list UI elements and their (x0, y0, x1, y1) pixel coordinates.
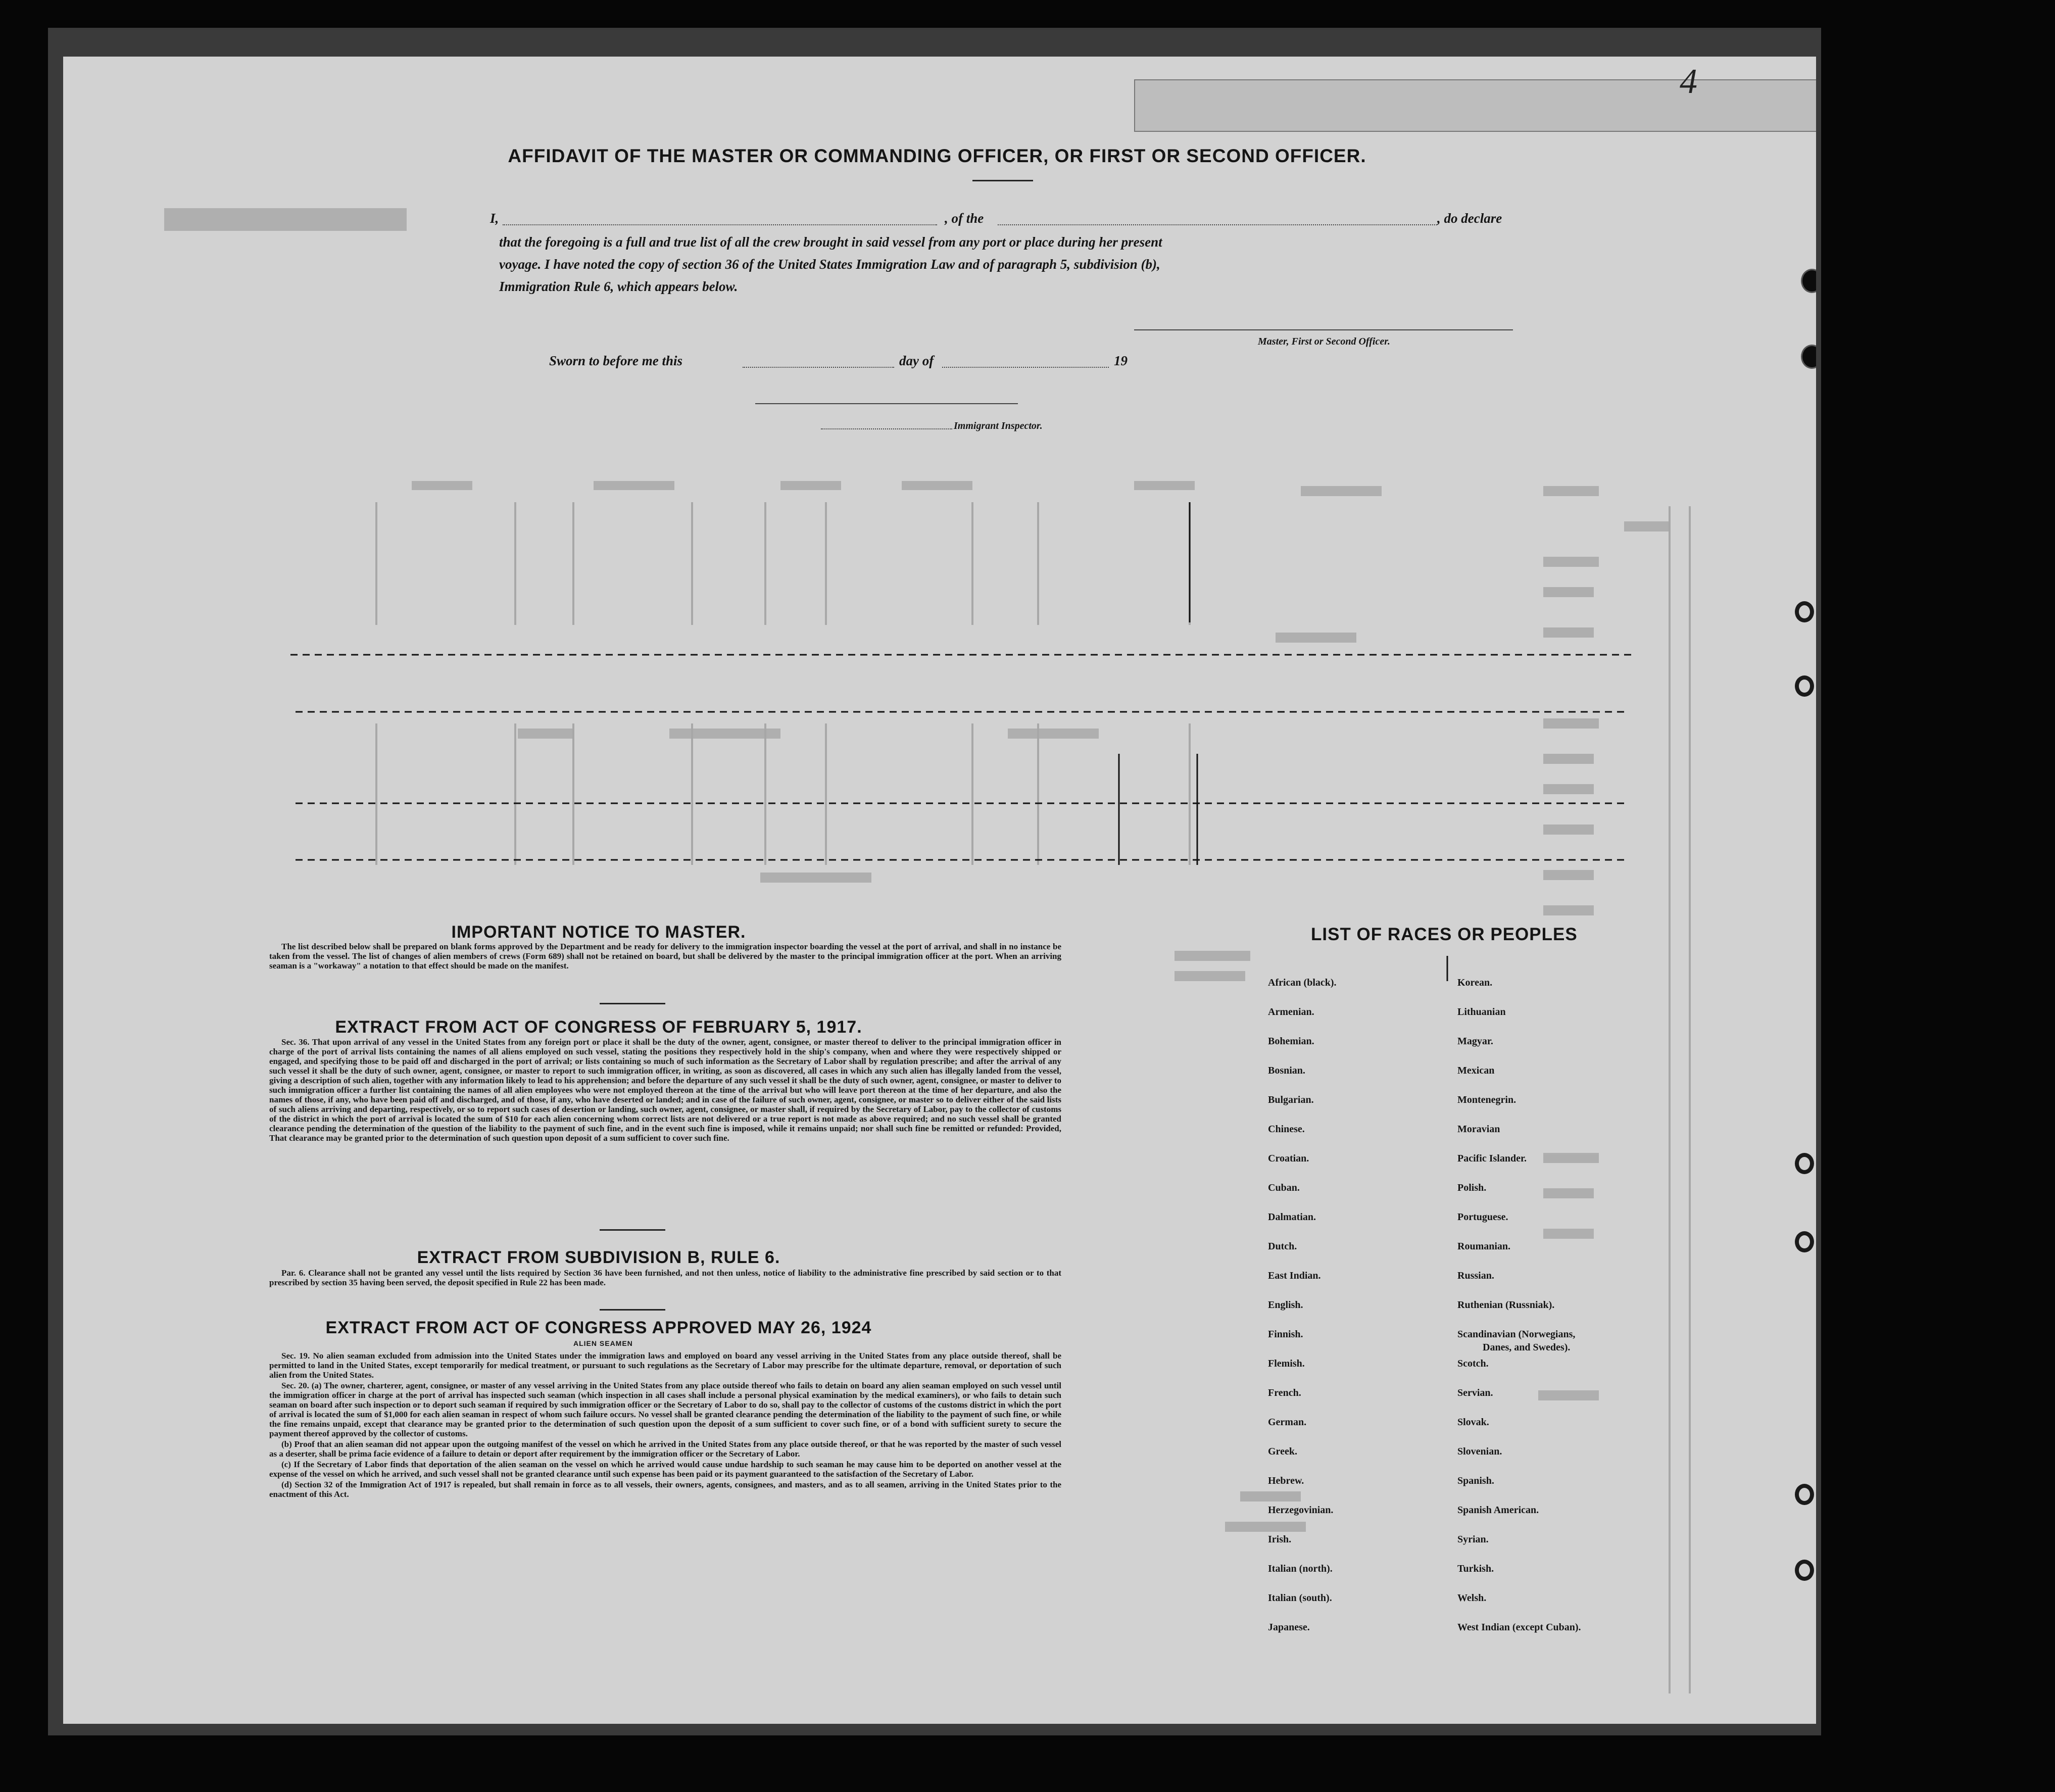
binding-hole (1795, 1560, 1814, 1581)
affidavit-line-2: that the foregoing is a full and true list of all the crew brought in said vessel from any port or place during her present (499, 234, 1162, 250)
binding-hole (1801, 345, 1816, 369)
race-item: Chinese. (1268, 1124, 1305, 1135)
race-item: Armenian. (1268, 1006, 1314, 1018)
race-item: Bulgarian. (1268, 1094, 1314, 1105)
extract-1924-sec19: Sec. 19. No alien seaman excluded from admission into the United States under the immigration laws and employed on board any vessel arriving in the United States from any place outside thereof, shall be permitted to land in the United States, except temporarily for medical treatment, or pursuant to such regulations as the Secretary of Labor may prescribe for the ultimate departure, removal, or deportation of such alien from the United States. (269, 1351, 1061, 1380)
race-item: Greek. (1268, 1446, 1297, 1457)
divider-1 (600, 1003, 665, 1004)
binding-hole (1795, 1484, 1814, 1505)
sworn-year: 19 (1114, 353, 1128, 368)
race-item: Turkish. (1457, 1563, 1494, 1574)
race-item: Pacific Islander. (1457, 1153, 1527, 1164)
notice-text (269, 942, 1061, 972)
extract-1917-text (269, 1037, 1061, 1144)
race-item: Magyar. (1457, 1036, 1493, 1047)
race-item: Japanese. (1268, 1622, 1310, 1633)
day-of-text: day of (899, 353, 934, 368)
affidavit-i: I, (490, 211, 499, 226)
race-item: German. (1268, 1417, 1307, 1428)
affidavit-title: AFFIDAVIT OF THE MASTER OR COMMANDING OFFICER, OR FIRST OR SECOND OFFICER. (508, 146, 1366, 166)
extract-1924-sec20a: Sec. 20. (a) The owner, charterer, agent, consignee, or master of any vessel arriving in the United States from any place outside thereof who fails to detain on board any alien seaman employed on such vessel until the immigration officer in charge at the port of arrival has inspected such seaman (which inspection in all cases shall include a personal physical examination by the medical examiners), or who fails to detain such seaman on board after such inspection or to deport such seaman if required by such immigration officer or the Secretary of Labor to do so, shall pay to the collector of customs of the customs district in which the port of arrival is located the sum of $1,000 for each alien seaman in respect of whom such failure occurs. No vessel shall be granted clearance pending the determination of the liability to the payment of such fine, or while the fine remains unpaid, except that clearance may be granted prior to the determination of such question upon the deposit of a sum sufficient to cover such fine, or of a bond with sufficient surety to secure the payment thereof approved by the collector of customs. (269, 1381, 1061, 1438)
race-item: East Indian. (1268, 1270, 1321, 1281)
race-item: Dalmatian. (1268, 1212, 1316, 1223)
inspector-signature-line-2 (821, 427, 952, 429)
race-item: African (black). (1268, 977, 1337, 988)
affidavit-line-3: voyage. I have noted the copy of section 36 of the United States Immigration Law and of paragraph 5, subdivision (b), (499, 257, 1160, 272)
sworn-day-blank (743, 366, 894, 368)
extract-rule6-text (269, 1268, 1061, 1288)
binding-hole (1801, 269, 1816, 293)
race-item: Spanish American. (1457, 1505, 1539, 1516)
race-item: Syrian. (1457, 1534, 1489, 1545)
race-item: Slovenian. (1457, 1446, 1502, 1457)
race-item: West Indian (except Cuban). (1457, 1622, 1581, 1633)
extract-1924-sec20b: (b) Proof that an alien seaman did not appear upon the outgoing manifest of the vessel on which he arrived in the United States from any place outside thereof, or that he was reported by the master of such vessel as a deserter, shall be prima facie evidence of a failure to detain or deport after requirement by the immigration officer or the Secretary of Labor. (269, 1439, 1061, 1459)
race-item: Montenegrin. (1457, 1094, 1516, 1105)
extract-1924-sec20c: (c) If the Secretary of Labor finds that deportation of the alien seaman on the vessel on which he arrived would cause undue hardship to such seaman he may cause him to be deported on another vessel at the expense of the vessel on which he arrived, and such vessel shall not be granted clearance until such expense has been paid or its payment guaranteed to the satisfaction of the Secretary of Labor. (269, 1460, 1061, 1479)
vessel-name-blank (998, 223, 1437, 225)
page-handwritten-mark: 4 (1680, 62, 1697, 101)
race-item: Flemish. (1268, 1358, 1305, 1369)
race-item: Mexican (1457, 1065, 1495, 1076)
divider-3 (600, 1309, 665, 1311)
race-item: Bohemian. (1268, 1036, 1314, 1047)
race-item: Ruthenian (Russniak). (1457, 1299, 1555, 1311)
race-item: Danes, and Swedes). (1483, 1342, 1571, 1353)
inspector-signature-caption: Immigrant Inspector. (954, 420, 1043, 431)
race-item: Bosnian. (1268, 1065, 1305, 1076)
extract-1924-title: EXTRACT FROM ACT OF CONGRESS APPROVED MAY 26, 1924 (325, 1318, 872, 1337)
race-item: Croatian. (1268, 1153, 1309, 1164)
race-item: Korean. (1457, 977, 1493, 988)
race-item: Servian. (1457, 1387, 1493, 1398)
race-item: Welsh. (1457, 1592, 1487, 1604)
race-item: Italian (north). (1268, 1563, 1333, 1574)
race-item: Lithuanian (1457, 1006, 1506, 1018)
binding-hole (1795, 1231, 1814, 1252)
affidavit-of-the: , of the (945, 211, 984, 226)
affidavit-line-4: Immigration Rule 6, which appears below. (499, 279, 738, 294)
extract-1924-sec20d: (d) Section 32 of the Immigration Act of 1917 is repealed, but shall remain in force as to all vessels, their owners, agents, consignees, and masters, and as to all seamen, arriving in the United States prior to the enactment of this Act. (269, 1480, 1061, 1499)
binding-hole (1795, 601, 1814, 622)
race-item: Polish. (1457, 1182, 1487, 1193)
race-item: Slovak. (1457, 1417, 1489, 1428)
master-signature-caption: Master, First or Second Officer. (1258, 336, 1390, 347)
sworn-text: Sworn to before me this (549, 353, 683, 368)
extract-1917-sec36: Sec. 36. That upon arrival of any vessel in the United States from any foreign port or place it shall be the duty of the owner, agent, consignee, or master thereof to deliver to the principal immigration officer in charge of the port of arrival lists containing the names of all aliens employed on such vessel, stating the positions they respectively hold in the ship's company, when and where they were respectively shipped or engaged, and specifying those to be paid off and discharged in the port of arrival; or lists containing so much of such information as the Secretary of Labor shall by regulation prescribe; and after the arrival of any such vessel it shall be the duty of such owner, agent, consignee, or master to report to such immigration officer, in writing, as soon as discovered, all cases in which any such alien has illegally landed from the vessel, giving a description of such alien, together with any information likely to lead to his apprehension; and before the departure of any such vessel it shall be the duty of such owner, agent, consignee, or master to deliver to such immigration officer a further list containing the names of all alien employees who were not employed thereon at the time of the arrival but who will leave port thereon at the time of her departure, and also the names of those, if any, who have been paid off and discharged, and of those, if any, who have deserted or landed; and in case of the failure of such owner, agent, consignee, or master so to deliver either of the said lists of such aliens arriving and departing, respectively, or so to report such cases of desertion or landing, such owner, agent, consignee, or master shall, if required by the Secretary of Labor, pay to the collector of customs of the district in which the port of arrival is located the sum of $10 for each alien concerning whom correct lists are not delivered or a true report is not made as above required; and no such vessel shall be granted clearance pending the determination of the question of the liability to the payment of such fine, and in the event such fine is imposed, while it remains unpaid; nor shall such fine be remitted or refunded: Provided, That clearance may be granted prior to the determination of such question upon deposit of a sum sufficient to cover such fine. (269, 1037, 1061, 1143)
extract-rule6-par6: Par. 6. Clearance shall not be granted any vessel until the lists required by Section 36 have been furnished, and not then unless, notice of liability to the administrative fine prescribed by said section or to that prescribed by section 35 having been served, the deposit specified in Rule 22 has been made. (269, 1268, 1061, 1287)
extract-1917-title: EXTRACT FROM ACT OF CONGRESS OF FEBRUARY 5, 1917. (335, 1018, 862, 1037)
manifest-page (63, 57, 1816, 1724)
binding-hole (1795, 675, 1814, 697)
race-item: Italian (south). (1268, 1592, 1332, 1604)
race-item: English. (1268, 1299, 1303, 1311)
divider-2 (600, 1229, 665, 1231)
race-item: Irish. (1268, 1534, 1292, 1545)
extract-rule6-title: EXTRACT FROM SUBDIVISION B, RULE 6. (417, 1248, 780, 1267)
notice-title: IMPORTANT NOTICE TO MASTER. (451, 923, 746, 942)
master-name-blank (503, 223, 937, 225)
race-item: Scotch. (1457, 1358, 1489, 1369)
race-item: Finnish. (1268, 1329, 1303, 1340)
race-item: Roumanian. (1457, 1241, 1511, 1252)
race-item: Cuban. (1268, 1182, 1300, 1193)
race-item: Scandinavian (Norwegians, (1457, 1329, 1576, 1340)
race-item: French. (1268, 1387, 1301, 1398)
race-item: Dutch. (1268, 1241, 1297, 1252)
race-item: Hebrew. (1268, 1475, 1304, 1486)
race-item: Spanish. (1457, 1475, 1494, 1486)
notice-paragraph: The list described below shall be prepared on blank forms approved by the Department and be ready for delivery to the immigration inspector boarding the vessel at the port of arrival, and shall in no instance be taken from the vessel. The list of changes of alien members of crews (Form 689) shall not be retained on board, but shall be delivered by the master to the principal immigration officer at the port. When an arriving seaman is a "workaway" a notation to that effect should be made on the manifest. (269, 942, 1061, 971)
race-item: Portuguese. (1457, 1212, 1508, 1223)
master-signature-line (1134, 329, 1513, 330)
title-rule (972, 180, 1033, 181)
races-title: LIST OF RACES OR PEOPLES (1311, 925, 1578, 944)
race-item: Herzegovinian. (1268, 1505, 1334, 1516)
inspector-signature-line-1 (755, 403, 1018, 404)
race-item: Russian. (1457, 1270, 1494, 1281)
alien-seamen-subtitle: ALIEN SEAMEN (573, 1339, 633, 1347)
sworn-month-blank (942, 366, 1109, 368)
binding-hole (1795, 1153, 1814, 1174)
extract-1924-text (269, 1351, 1061, 1500)
race-item: Moravian (1457, 1124, 1500, 1135)
affidavit-do-declare: , do declare (1437, 211, 1502, 226)
